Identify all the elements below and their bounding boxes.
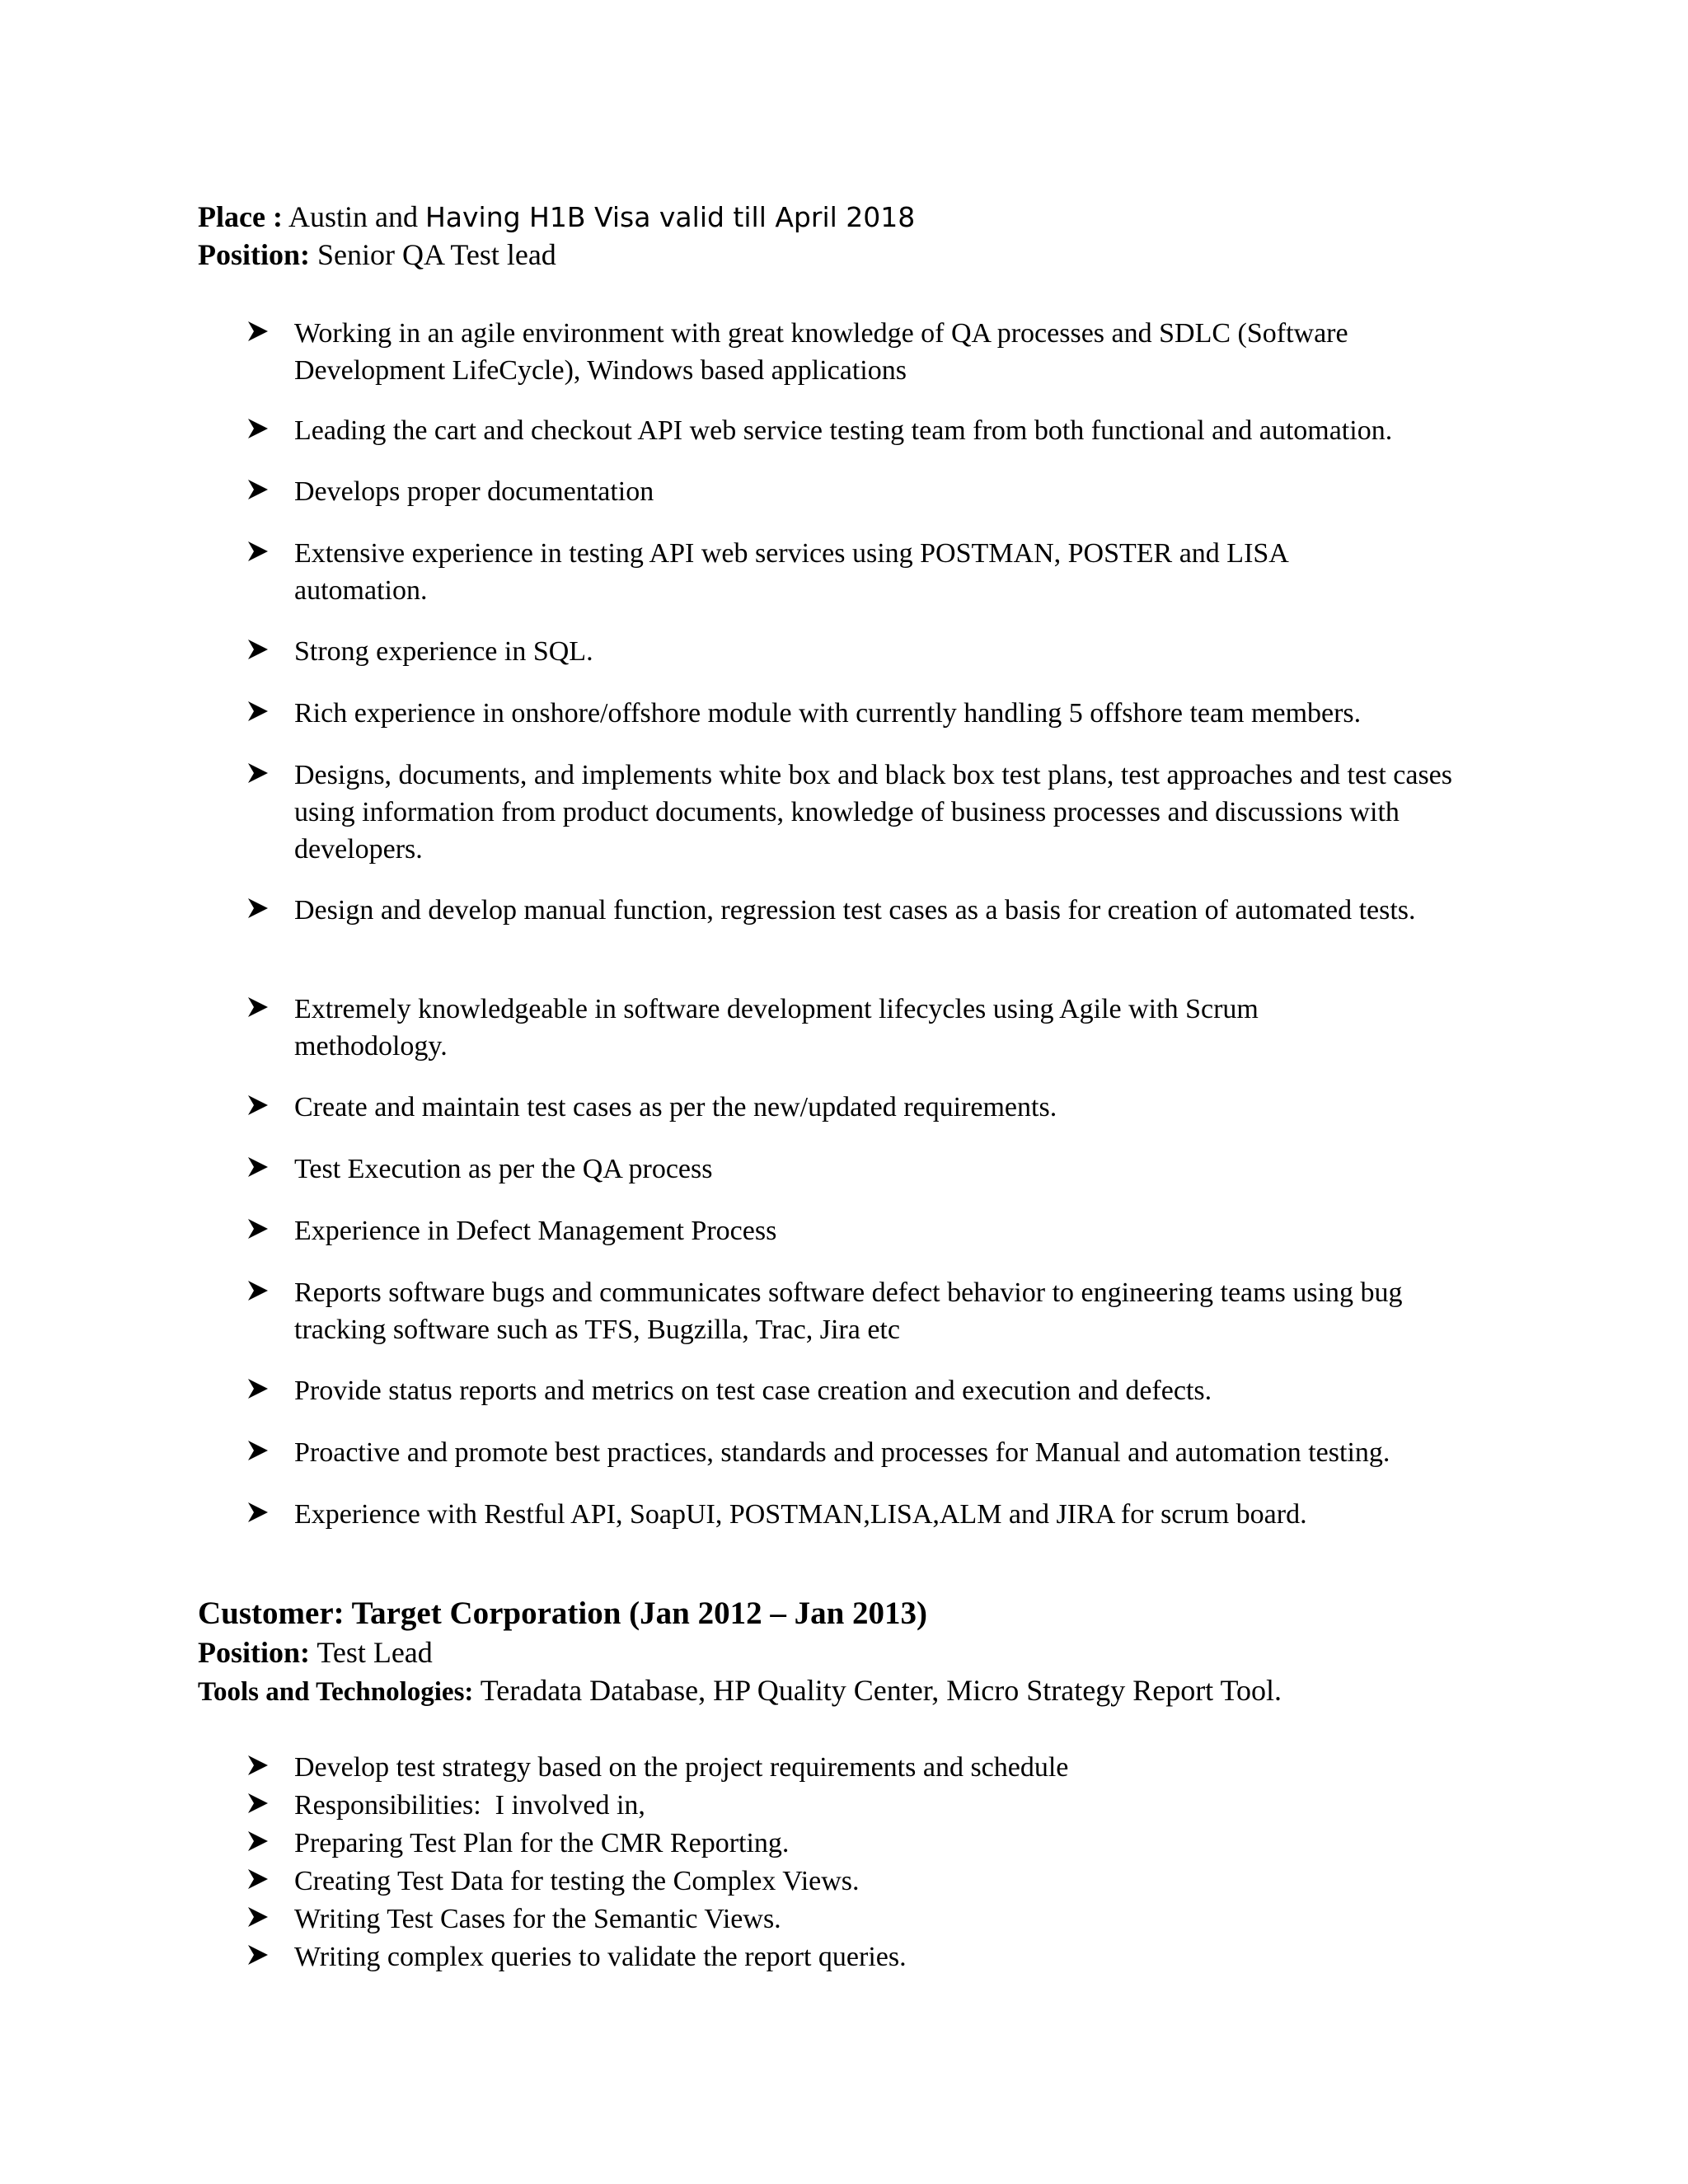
- list-item-text: Creating Test Data for testing the Complex Views.: [294, 1866, 860, 1896]
- arrowhead-bullet-icon: [247, 762, 269, 784]
- arrowhead-bullet-icon: [247, 1830, 269, 1852]
- list-item-text: Proactive and promote best practices, standards and processes for Manual and automation testing.: [294, 1437, 1390, 1468]
- arrowhead-bullet-icon: [247, 1156, 269, 1178]
- list-item-text: Writing Test Cases for the Semantic Views.: [294, 1904, 781, 1934]
- list-item-text: Test Execution as per the QA process: [294, 1154, 713, 1184]
- list-item-text: Design and develop manual function, regression test cases as a basis for creation of automated tests.: [294, 895, 1416, 926]
- arrowhead-bullet-icon: [247, 1218, 269, 1240]
- list-item-text: Preparing Test Plan for the CMR Reporting.: [294, 1828, 790, 1858]
- arrowhead-bullet-icon: [247, 1755, 269, 1776]
- list-item-text: Develops proper documentation: [294, 476, 654, 507]
- customer-heading: Customer: Target Corporation (Jan 2012 – Jan 2013): [198, 1596, 928, 1631]
- tools-value: Teradata Database, HP Quality Center, Micro Strategy Report Tool.: [480, 1674, 1282, 1707]
- tools-label: Tools and Technologies:: [198, 1677, 474, 1707]
- position-line-2: [198, 1633, 433, 1671]
- tools-line: [198, 1671, 1282, 1711]
- list-item-text: Writing complex queries to validate the report queries.: [294, 1942, 907, 1972]
- list-item-text: Leading the cart and checkout API web service testing team from both functional and automation.: [294, 415, 1393, 446]
- arrowhead-bullet-icon: [247, 1868, 269, 1890]
- list-item-text: Rich experience in onshore/offshore module with currently handling 5 offshore team members.: [294, 698, 1362, 729]
- arrowhead-bullet-icon: [247, 321, 269, 342]
- arrowhead-bullet-icon: [247, 1280, 269, 1301]
- list-item-text: Experience in Defect Management Process: [294, 1216, 777, 1246]
- list-item-text: Designs, documents, and implements white box and black box test plans, test approaches and test cases using information from product documents, knowledge of business processes and discussions with developers.: [294, 760, 1453, 865]
- arrowhead-bullet-icon: [247, 1094, 269, 1116]
- arrowhead-bullet-icon: [247, 1502, 269, 1523]
- position-label: Position:: [198, 238, 311, 271]
- arrowhead-bullet-icon: [247, 418, 269, 439]
- list-item-text: Working in an agile environment with great knowledge of QA processes and SDLC (Software Development LifeCycle), Windows based applications: [294, 318, 1348, 386]
- list-item-text: Extensive experience in testing API web services using POSTMAN, POSTER and LISA automation.: [294, 538, 1287, 606]
- arrowhead-bullet-icon: [247, 639, 269, 660]
- list-item-text: Extremely knowledgeable in software development lifecycles using Agile with Scrum methodology.: [294, 994, 1259, 1062]
- list-item-text: Responsibilities: I involved in,: [294, 1790, 645, 1821]
- position-value: Senior QA Test lead: [317, 238, 556, 271]
- list-item-text: Reports software bugs and communicates software defect behavior to engineering teams using bug tracking software such as TFS, Bugzilla, Trac, Jira etc: [294, 1277, 1403, 1345]
- position-line: [198, 236, 556, 274]
- position-label: Position:: [198, 1636, 311, 1669]
- arrowhead-bullet-icon: [247, 996, 269, 1018]
- position-value: Test Lead: [316, 1636, 433, 1669]
- visa-status: Having H1B Visa valid till April 2018: [424, 201, 916, 233]
- place-line: [198, 198, 915, 237]
- list-item-text: Experience with Restful API, SoapUI, POSTMAN,LISA,ALM and JIRA for scrum board.: [294, 1499, 1307, 1530]
- arrowhead-bullet-icon: [247, 479, 269, 500]
- arrowhead-bullet-icon: [247, 1906, 269, 1928]
- arrowhead-bullet-icon: [247, 1440, 269, 1461]
- arrowhead-bullet-icon: [247, 1378, 269, 1399]
- arrowhead-bullet-icon: [247, 1944, 269, 1966]
- arrowhead-bullet-icon: [247, 898, 269, 919]
- place-city: Austin and: [288, 200, 418, 233]
- list-item-text: Strong experience in SQL.: [294, 636, 593, 667]
- place-label: Place :: [198, 200, 283, 233]
- list-item-text: Develop test strategy based on the project requirements and schedule: [294, 1752, 1069, 1783]
- arrowhead-bullet-icon: [247, 1793, 269, 1814]
- arrowhead-bullet-icon: [247, 701, 269, 722]
- arrowhead-bullet-icon: [247, 541, 269, 562]
- list-item-text: Provide status reports and metrics on test case creation and execution and defects.: [294, 1376, 1212, 1406]
- list-item-text: Create and maintain test cases as per the new/updated requirements.: [294, 1092, 1057, 1122]
